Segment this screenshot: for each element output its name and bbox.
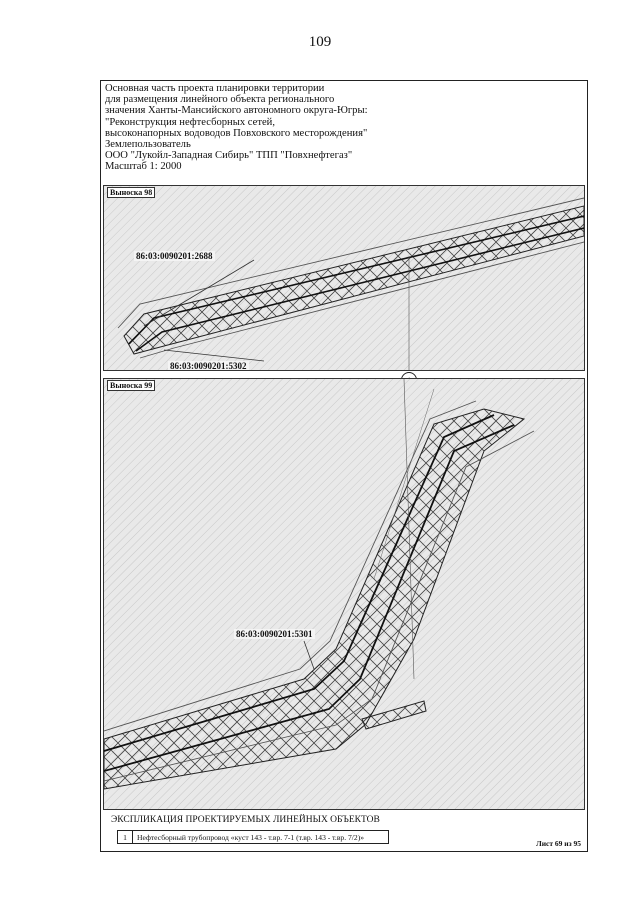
- title-block: [105, 83, 575, 173]
- title-line-7: ООО "Лукойл-Западная Сибирь" ТПП "Повхнефтегаз": [105, 150, 353, 162]
- title-line-4: "Реконструкция нефтесборных сетей,: [105, 116, 275, 128]
- title-line-5: высоконапорных водоводов Повховского месторождения": [105, 127, 368, 139]
- callout-99-title: Выноска 99: [107, 380, 155, 391]
- legend-row-number: 1: [118, 831, 133, 843]
- callout-98-drawing: [104, 186, 585, 371]
- parcel-label-2688: 86:03:0090201:2688: [136, 251, 213, 261]
- drawing-sheet: [100, 80, 588, 852]
- title-line-1: Основная часть проекта планировки территории: [105, 83, 325, 94]
- callout-98-title: Выноска 98: [107, 187, 155, 198]
- callout-98-panel: [103, 185, 585, 371]
- legend-table: [117, 830, 389, 844]
- parcel-label-5302: 86:03:0090201:5302: [170, 361, 247, 371]
- parcel-label-5301: 86:03:0090201:5301: [236, 629, 313, 639]
- callout-99-drawing: [104, 379, 585, 810]
- title-line-2: для размещения линейного объекта регионального: [105, 94, 335, 106]
- legend-row-text: Нефтесборный трубопровод «куст 143 - т.вр. 7-1 (т.вр. 143 - т.вр. 7/2)»: [137, 832, 365, 842]
- title-line-6: Землепользователь: [105, 139, 191, 151]
- legend-title: ЭКСПЛИКАЦИЯ ПРОЕКТИРУЕМЫХ ЛИНЕЙНЫХ ОБЪЕКТОВ: [111, 815, 380, 825]
- page-number: 109: [308, 34, 332, 50]
- callout-99-panel: [103, 378, 585, 810]
- sheet-number: Лист 69 из 95: [536, 839, 581, 848]
- title-line-3: значения Ханты-Мансийского автономного округа-Югры:: [105, 105, 368, 117]
- title-line-8: Масштаб 1: 2000: [105, 161, 182, 173]
